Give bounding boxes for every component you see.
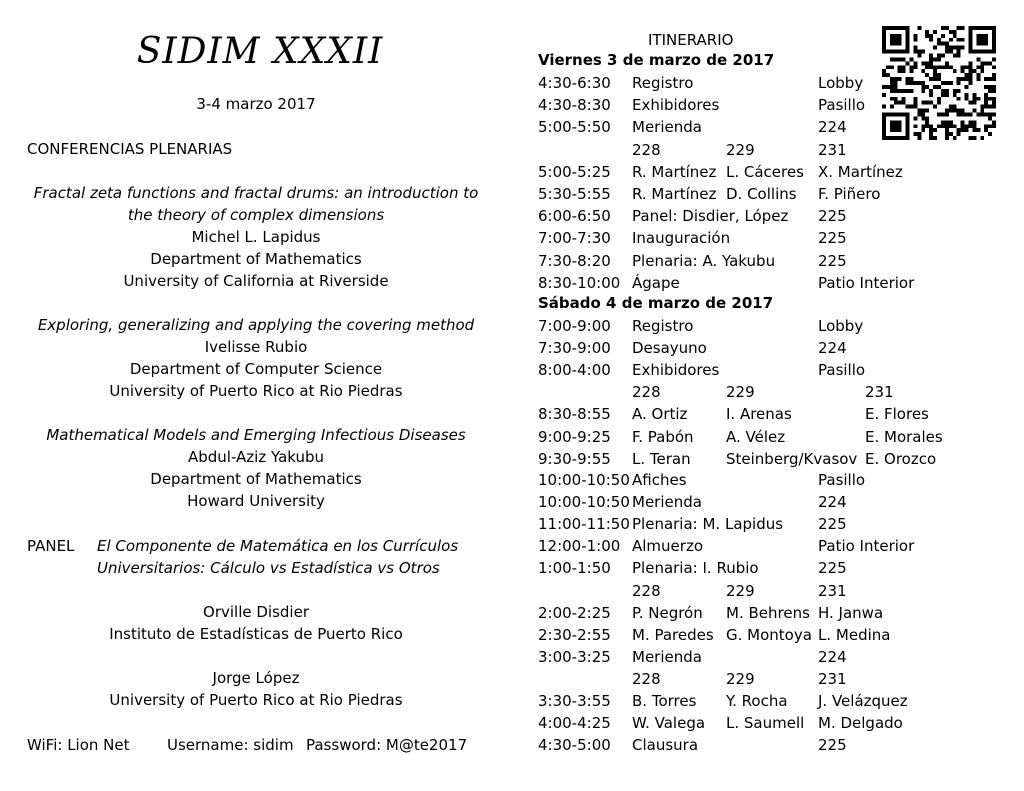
schedule-cell-time: 9:30-9:55 [538, 449, 611, 468]
talk3-university: Howard University [187, 492, 325, 510]
schedule-cell-location: 225 [818, 559, 847, 578]
schedule-row [538, 184, 1024, 206]
talk2-department: Department of Computer Science [129, 360, 383, 378]
schedule-cell-location: F. Piñero [818, 185, 881, 203]
schedule-cell-location: J. Velázquez [818, 692, 908, 710]
schedule-cell-room-col2: G. Montoya [726, 625, 812, 644]
schedule-cell-activity: Merienda [632, 647, 702, 666]
talk2-speaker: Ivelisse Rubio [204, 338, 308, 356]
schedule-cell-location: 224 [818, 118, 847, 137]
schedule-cell-room-col2: 229 [726, 383, 755, 402]
schedule-cell-room-col2: Y. Rocha [726, 692, 788, 710]
panel-label: PANEL [27, 537, 75, 555]
schedule-cell-room-col2: A. Vélez [726, 427, 786, 446]
wifi-network: WiFi: Lion Net [27, 736, 130, 754]
schedule-cell-activity: R. Martínez [632, 185, 717, 203]
talk1-speaker: Michel L. Lapidus [191, 228, 321, 246]
event-title: SIDIM XXXII [136, 31, 384, 72]
schedule-row [538, 713, 1024, 735]
schedule-cell-activity: F. Pabón [632, 427, 694, 446]
talk3-department: Department of Mathematics [150, 470, 362, 488]
schedule-row [538, 581, 1024, 603]
talk3-title: Mathematical Models and Emerging Infectious Diseases [46, 426, 466, 444]
schedule-cell-time: 4:00-4:25 [538, 714, 611, 733]
wifi-username: Username: sidim [167, 736, 294, 754]
panelist1-organization: Instituto de Estadísticas de Puerto Rico [109, 625, 403, 643]
schedule-cell-room-col2: L. Saumell [726, 714, 805, 733]
schedule-row [538, 691, 1024, 713]
schedule-cell-activity: Merienda [632, 493, 702, 512]
wifi-password: Password: M@te2017 [306, 736, 468, 754]
schedule-cell-location: 231 [818, 140, 847, 159]
schedule-row [538, 228, 1024, 250]
day1-heading: Viernes 3 de marzo de 2017 [538, 51, 775, 69]
schedule-cell-time: 3:00-3:25 [538, 647, 611, 666]
schedule-cell-activity: B. Torres [632, 692, 697, 710]
panelist2-organization: University of Puerto Rico at Rio Piedras [109, 691, 403, 709]
schedule-cell-activity: 228 [632, 383, 661, 402]
schedule-cell-activity: Panel: Disdier, López [632, 207, 789, 226]
talk3-speaker: Abdul-Aziz Yakubu [187, 448, 325, 466]
schedule-cell-room-col2: Steinberg/Kvasov [726, 449, 858, 468]
schedule-cell-activity: Plenaria: M. Lapidus [632, 515, 784, 534]
schedule-cell-activity: W. Valega [632, 714, 706, 733]
panelist2-name: Jorge López [212, 669, 300, 687]
schedule-row [538, 338, 1024, 360]
schedule-cell-time: 2:30-2:55 [538, 625, 611, 644]
schedule-cell-room-col2: 229 [726, 140, 755, 159]
talk1-title-line2: the theory of complex dimensions [127, 206, 385, 224]
schedule-cell-time: 4:30-8:30 [538, 96, 611, 115]
schedule-row [538, 647, 1024, 669]
schedule-cell-location: L. Medina [818, 625, 891, 644]
schedule-cell-activity: Merienda [632, 118, 702, 137]
schedule-cell-location: E. Flores [865, 405, 929, 424]
schedule-cell-time: 8:00-4:00 [538, 361, 611, 380]
schedule-cell-time: 7:00-9:00 [538, 317, 611, 335]
schedule-cell-location: Patio Interior [818, 273, 915, 292]
talk1-title-line1: Fractal zeta functions and fractal drums: an introduction to [33, 184, 479, 202]
schedule-cell-location: X. Martínez [818, 162, 903, 181]
schedule-cell-activity: Clausura [632, 736, 699, 755]
schedule-cell-location: Pasillo [818, 96, 866, 115]
schedule-cell-activity: 228 [632, 669, 661, 688]
schedule-cell-time: 7:30-8:20 [538, 251, 611, 270]
schedule-cell-location: Pasillo [818, 361, 866, 380]
schedule-cell-activity: A. Ortiz [632, 405, 688, 424]
schedule-cell-activity: Inauguración [632, 229, 731, 248]
schedule-cell-activity: Plenaria: A. Yakubu [632, 251, 776, 270]
schedule-cell-time: 2:00-2:25 [538, 603, 611, 622]
schedule-row [538, 625, 1024, 647]
schedule-row [538, 603, 1024, 625]
itinerary-title: ITINERARIO [648, 31, 734, 49]
schedule-cell-location: 231 [818, 669, 847, 688]
schedule-cell-location: Pasillo [818, 471, 866, 489]
panel-title-line1: El Componente de Matemática en los Currículos [97, 537, 459, 555]
schedule-cell-time: 10:00-10:50 [538, 493, 630, 512]
schedule-cell-time: 12:00-1:00 [538, 537, 621, 556]
talk2-title: Exploring, generalizing and applying the covering method [37, 316, 475, 334]
schedule-row [538, 735, 1024, 757]
schedule-cell-location: 225 [818, 736, 847, 755]
schedule-row [538, 382, 1024, 404]
schedule-cell-location: Lobby [818, 74, 864, 92]
schedule-cell-activity: Almuerzo [632, 537, 703, 556]
schedule-cell-location: Lobby [818, 317, 864, 335]
panel-title-line2: Universitarios: Cálculo vs Estadística vs Otros [97, 559, 440, 577]
schedule-cell-activity: Desayuno [632, 339, 707, 358]
schedule-cell-time: 4:30-5:00 [538, 736, 611, 755]
schedule-row [538, 669, 1024, 691]
schedule-cell-location: H. Janwa [818, 603, 884, 622]
schedule-cell-location: 224 [818, 493, 847, 512]
schedule-row [538, 251, 1024, 273]
schedule-cell-location: 225 [818, 207, 847, 226]
schedule-cell-location: Patio Interior [818, 537, 915, 556]
schedule-cell-time: 5:00-5:25 [538, 162, 611, 181]
schedule-row [538, 536, 1024, 558]
schedule-cell-activity: L. Teran [632, 449, 691, 468]
schedule-cell-activity: 228 [632, 581, 661, 600]
schedule-cell-activity: Plenaria: I. Rubio [632, 559, 759, 578]
schedule-cell-time: 10:00-10:50 [538, 471, 630, 489]
schedule-cell-time: 1:00-1:50 [538, 559, 611, 578]
schedule-cell-time: 8:30-8:55 [538, 405, 611, 424]
event-date: 3-4 marzo 2017 [196, 95, 316, 113]
schedule-row [538, 427, 1024, 449]
schedule-row [538, 558, 1024, 580]
schedule-cell-activity: R. Martínez [632, 162, 717, 181]
schedule-cell-time: 5:00-5:50 [538, 118, 611, 137]
schedule-cell-time: 11:00-11:50 [538, 515, 630, 534]
schedule-row [538, 360, 1024, 382]
schedule-cell-location: 231 [865, 383, 894, 402]
schedule-row [538, 316, 1024, 338]
schedule-cell-location: E. Morales [865, 427, 943, 446]
schedule-cell-room-col2: 229 [726, 669, 755, 688]
schedule-cell-activity: Registro [632, 317, 694, 335]
schedule-cell-location: 225 [818, 251, 847, 270]
plenary-section-heading: CONFERENCIAS PLENARIAS [27, 140, 233, 158]
schedule-row [538, 492, 1024, 514]
schedule-cell-location: 224 [818, 647, 847, 666]
schedule-cell-room-col2: D. Collins [726, 185, 797, 203]
talk2-university: University of Puerto Rico at Rio Piedras [109, 382, 403, 400]
schedule-cell-activity: Exhibidores [632, 361, 720, 380]
schedule-cell-location: E. Orozco [865, 449, 937, 468]
qr-code-icon [882, 26, 996, 140]
schedule-cell-time: 8:30-10:00 [538, 273, 621, 292]
schedule-cell-time: 4:30-6:30 [538, 74, 611, 92]
panelist1-name: Orville Disdier [203, 603, 309, 621]
schedule-cell-time: 5:30-5:55 [538, 185, 611, 203]
schedule-cell-location: 225 [818, 229, 847, 248]
schedule-row [538, 449, 1024, 471]
schedule-cell-activity: P. Negrón [632, 603, 703, 622]
schedule-cell-location: 225 [818, 515, 847, 534]
schedule-cell-time: 3:30-3:55 [538, 692, 611, 710]
schedule-cell-room-col2: L. Cáceres [726, 162, 804, 181]
schedule-cell-activity: Afiches [632, 471, 687, 489]
schedule-cell-location: 231 [818, 581, 847, 600]
talk1-university: University of California at Riverside [123, 272, 389, 290]
schedule-cell-location: M. Delgado [818, 714, 903, 733]
schedule-cell-time: 9:00-9:25 [538, 427, 611, 446]
schedule-cell-time: 7:00-7:30 [538, 229, 611, 248]
schedule-cell-location: 224 [818, 339, 847, 358]
schedule-row [538, 404, 1024, 426]
schedule-row [538, 162, 1024, 184]
schedule-cell-room-col2: 229 [726, 581, 755, 600]
talk1-department: Department of Mathematics [150, 250, 362, 268]
schedule-row [538, 273, 1024, 295]
schedule-row [538, 206, 1024, 228]
schedule-cell-room-col2: M. Behrens [726, 603, 810, 622]
schedule-row [538, 140, 1024, 162]
schedule-cell-time: 7:30-9:00 [538, 339, 611, 358]
schedule-cell-time: 6:00-6:50 [538, 207, 611, 226]
schedule-cell-room-col2: I. Arenas [726, 405, 792, 424]
schedule-row [538, 470, 1024, 492]
schedule-row [538, 514, 1024, 536]
day2-heading: Sábado 4 de marzo de 2017 [538, 294, 774, 312]
schedule-cell-activity: 228 [632, 140, 661, 159]
schedule-cell-activity: Exhibidores [632, 96, 720, 115]
schedule-cell-activity: Ágape [632, 273, 680, 292]
schedule-cell-activity: Registro [632, 74, 694, 92]
schedule-cell-activity: M. Paredes [632, 625, 714, 644]
